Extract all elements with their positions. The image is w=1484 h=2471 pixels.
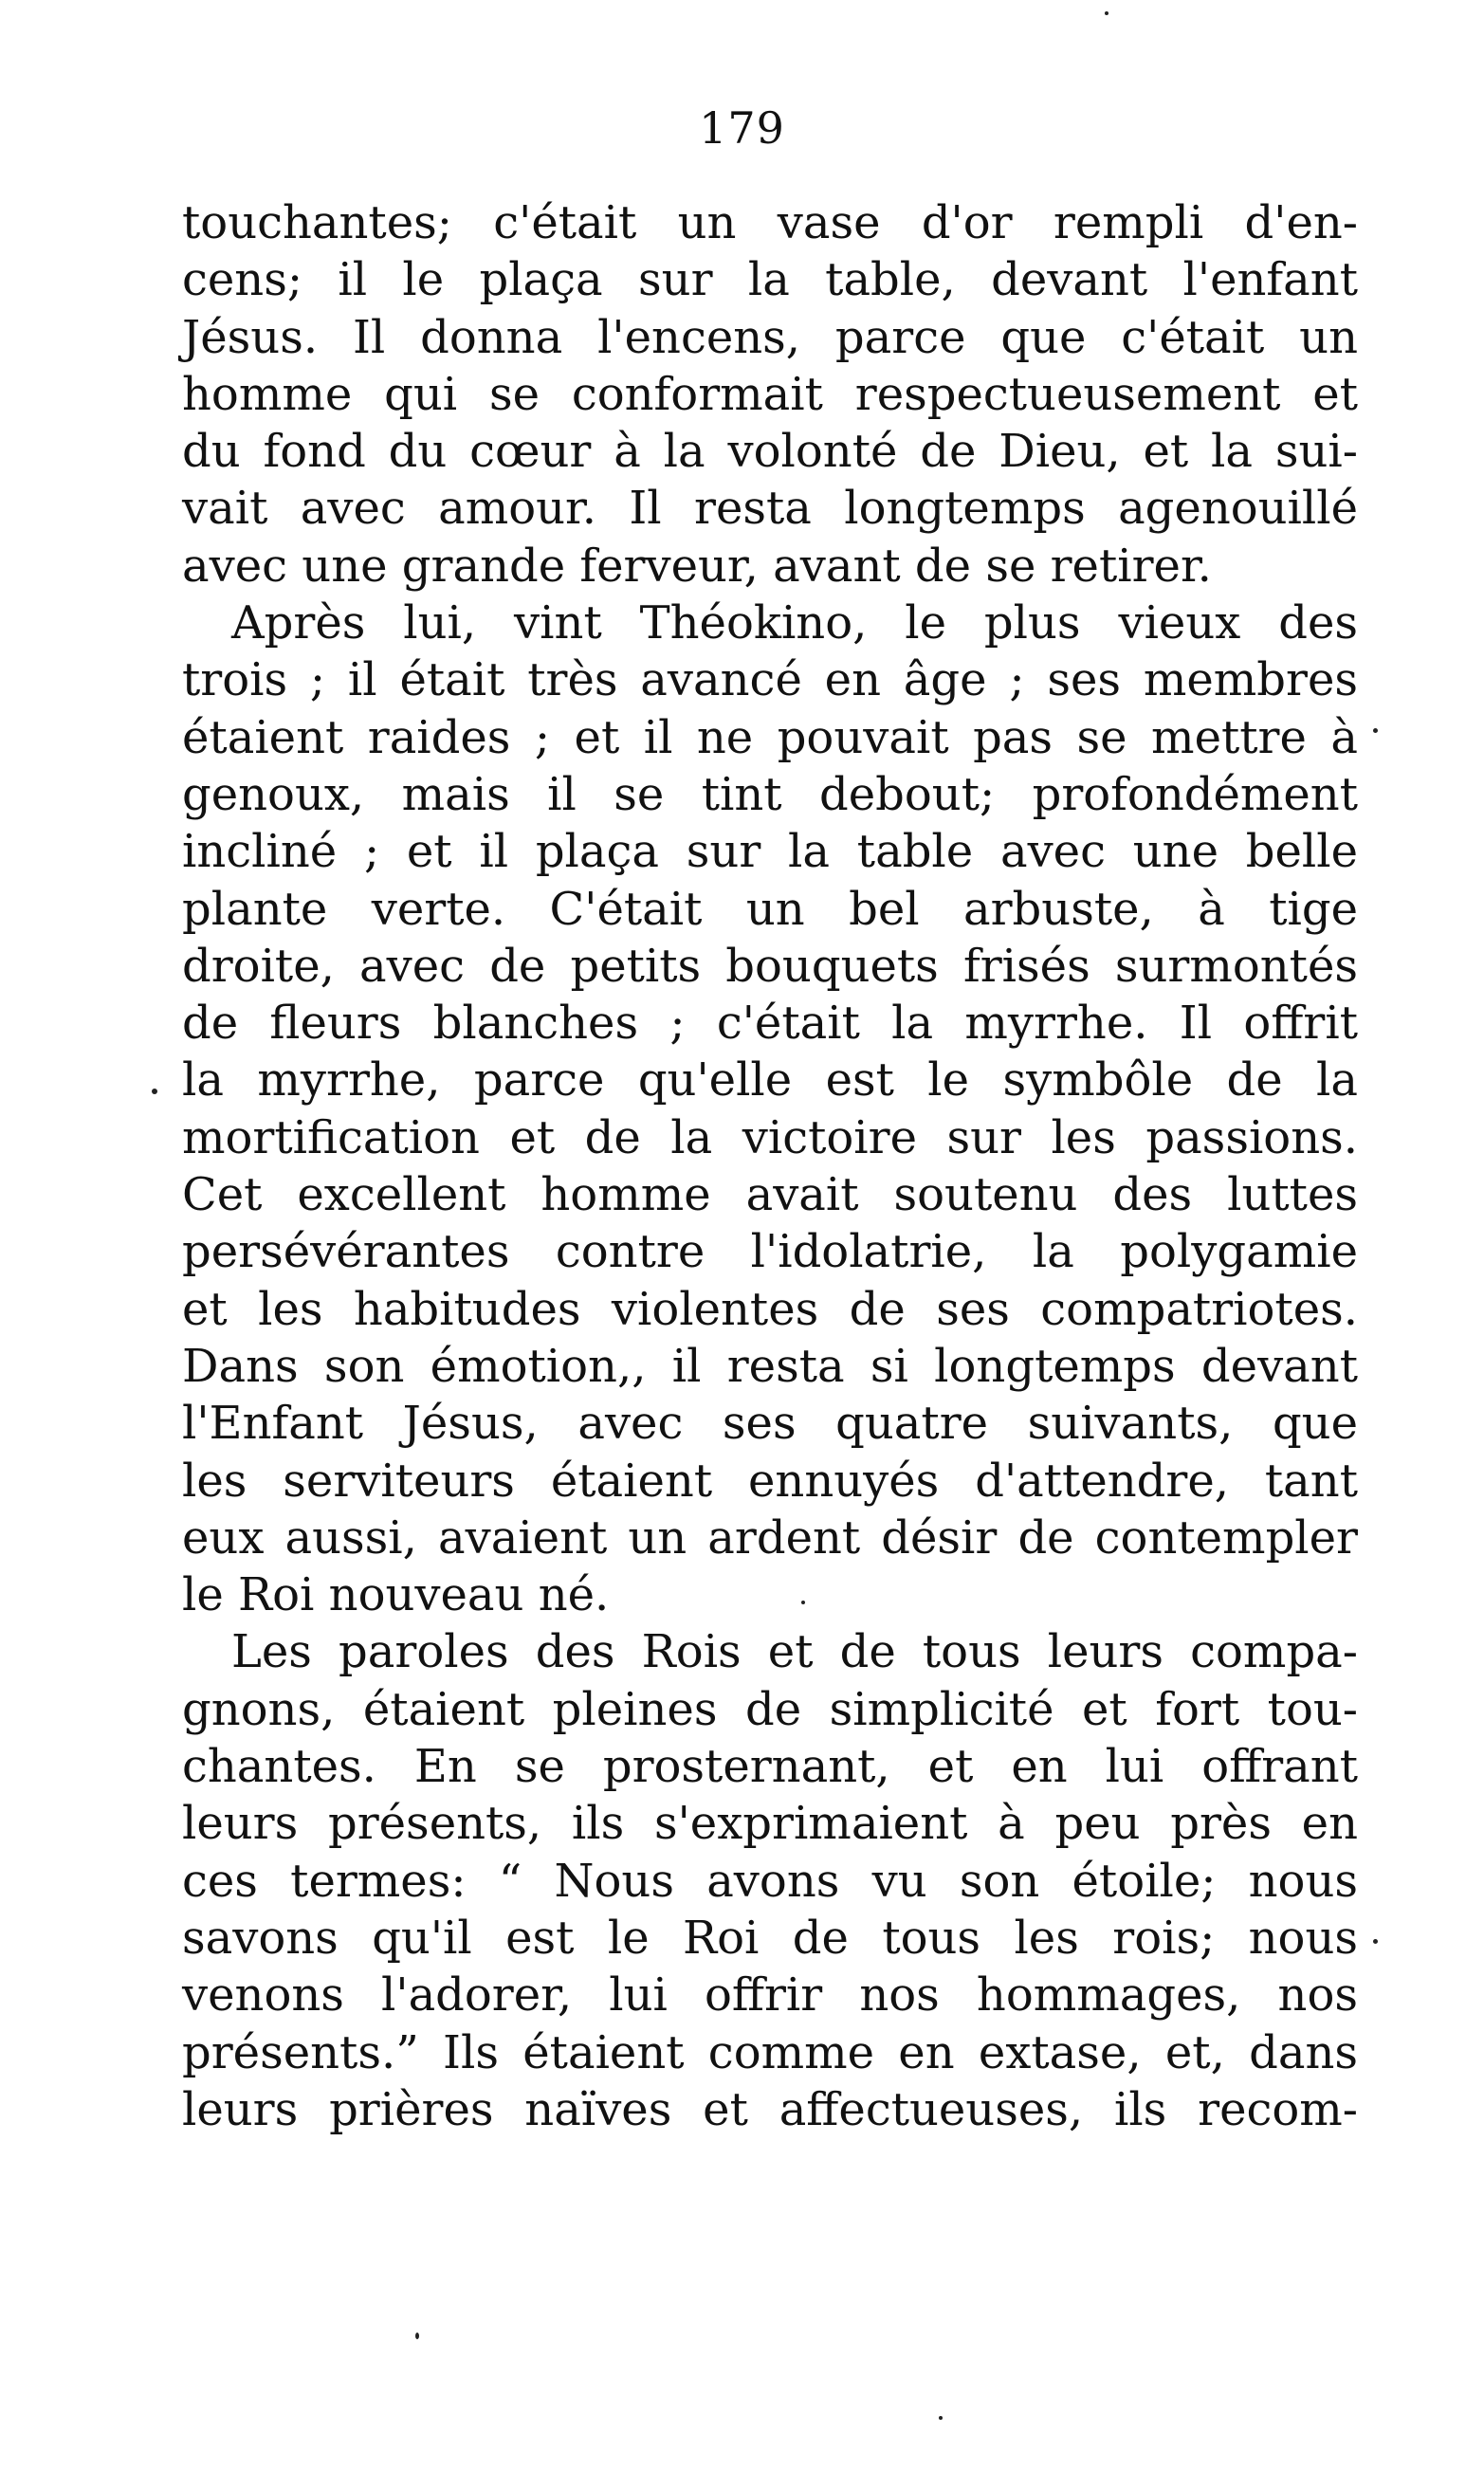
text-line: eux aussi, avaient un ardent désir de contempler: [182, 1510, 1358, 1565]
text-line: la myrrhe, parce qu'elle est le symbôle de la: [182, 1053, 1358, 1107]
text-line: les serviteurs étaient ennuyés d'attendre, tant: [182, 1454, 1358, 1508]
scan-speck: [801, 1601, 805, 1604]
text-line: venons l'adorer, lui offrir nos hommages, nos: [182, 1968, 1358, 2023]
text-line: Dans son émotion,, il resta si longtemps devant: [182, 1339, 1358, 1393]
text-line: genoux, mais il se tint debout; profondément: [182, 767, 1358, 821]
text-line: vait avec amour. Il resta longtemps agenouillé: [182, 482, 1358, 536]
text-line: Les paroles des Rois et de tous leurs compa-: [231, 1625, 1358, 1679]
text-line: homme qui se conformait respectueusement et: [182, 367, 1358, 421]
paragraph: [182, 194, 1358, 595]
body-text: [182, 194, 1358, 2138]
text-line: Cet excellent homme avait soutenu des luttes: [182, 1168, 1358, 1222]
text-line: Jésus. Il donna l'encens, parce que c'était un: [182, 310, 1358, 364]
text-line: Après lui, vint Théokino, le plus vieux des: [231, 596, 1358, 650]
text-line: persévérantes contre l'idolatrie, la polygamie: [182, 1225, 1358, 1279]
text-line: ces termes: “ Nous avons vu son étoile; nous: [182, 1854, 1358, 1908]
text-line: avec une grande ferveur, avant de se retirer.: [182, 539, 1212, 593]
scan-speck: [1373, 728, 1378, 733]
text-line: plante verte. C'était un bel arbuste, à tige: [182, 882, 1358, 936]
scan-speck: [415, 2333, 419, 2339]
text-line: leurs présents, ils s'exprimaient à peu près en: [182, 1797, 1358, 1851]
text-line: cens; il le plaça sur la table, devant l'enfant: [182, 253, 1358, 307]
text-line: trois ; il était très avancé en âge ; ses membres: [182, 653, 1358, 707]
scan-speck: [1373, 1939, 1378, 1944]
text-line: incliné ; et il plaça sur la table avec une belle: [182, 825, 1358, 879]
text-line: étaient raides ; et il ne pouvait pas se mettre à: [182, 710, 1358, 764]
paragraph: [182, 595, 1358, 1623]
text-line: gnons, étaient pleines de simplicité et fort tou-: [182, 1682, 1358, 1736]
paragraph: [182, 1623, 1358, 2138]
scan-speck: [152, 1089, 157, 1094]
text-line: droite, avec de petits bouquets frisés surmontés: [182, 939, 1358, 993]
text-line: l'Enfant Jésus, avec ses quatre suivants, que: [182, 1397, 1358, 1451]
text-line: leurs prières naïves et affectueuses, ils recom-: [182, 2082, 1358, 2136]
text-line: présents.” Ils étaient comme en extase, et, dans: [182, 2025, 1358, 2079]
text-line: de fleurs blanches ; c'était la myrrhe. Il offrit: [182, 997, 1358, 1051]
page-number: 179: [699, 102, 785, 154]
scan-speck: [1105, 11, 1108, 15]
scan-speck: [939, 2416, 943, 2420]
text-line: chantes. En se prosternant, et en lui offrant: [182, 1740, 1358, 1794]
text-line: le Roi nouveau né.: [182, 1568, 610, 1622]
text-line: mortification et de la victoire sur les passions.: [182, 1110, 1358, 1164]
text-line: et les habitudes violentes de ses compatriotes.: [182, 1282, 1358, 1336]
text-line: savons qu'il est le Roi de tous les rois; nous: [182, 1911, 1358, 1965]
text-line: du fond du cœur à la volonté de Dieu, et la sui-: [182, 425, 1358, 479]
text-line: touchantes; c'était un vase d'or rempli d'en-: [182, 196, 1358, 249]
